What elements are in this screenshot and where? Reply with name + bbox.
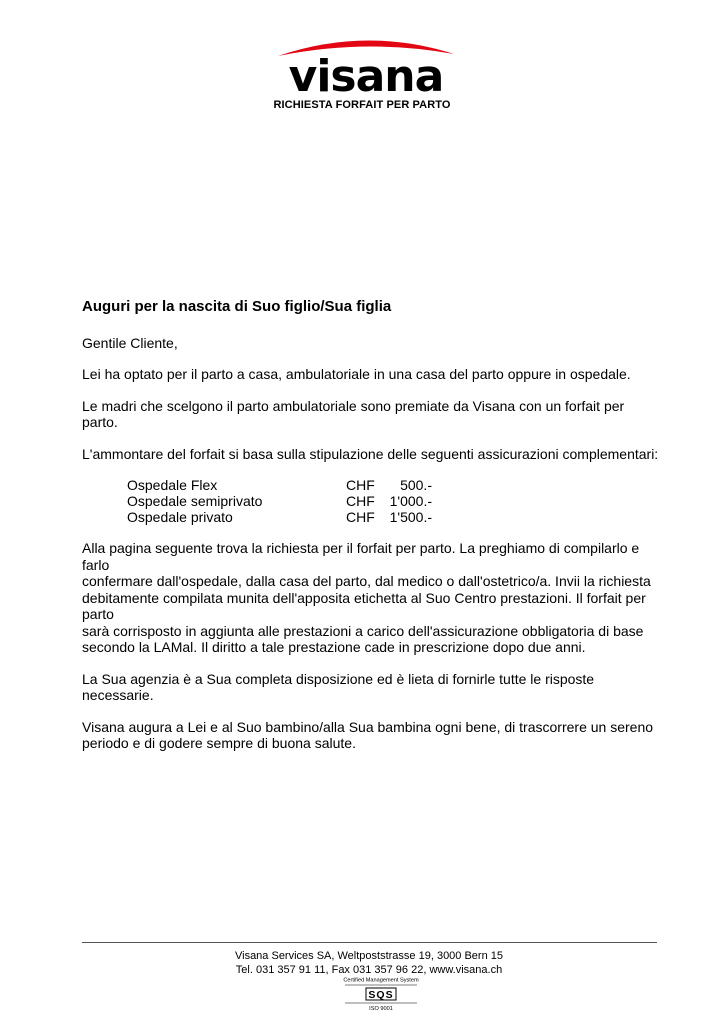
fee-row bbox=[82, 509, 662, 525]
paragraph-1: Lei ha optato per il parto a casa, ambulatoriale in una casa del parto oppure in ospedale. bbox=[82, 366, 631, 382]
paragraph-4-line: sarà corrisposto in aggiunta alle prestazioni a carico dell'assicurazione obbligatoria di base bbox=[82, 622, 644, 639]
footer-address: Visana Services SA, Weltpoststrasse 19, 3000 Bern 15 bbox=[234, 950, 504, 962]
footer-divider bbox=[82, 942, 657, 943]
footer bbox=[0, 950, 724, 977]
paragraph-4 bbox=[82, 540, 662, 656]
fee-currency: CHF bbox=[346, 493, 375, 509]
paragraph-6 bbox=[82, 719, 662, 752]
paragraph-6-line: Visana augura a Lei e al Suo bambino/alla Sua bambina ogni bene, di trascorrere un sereno bbox=[82, 718, 654, 735]
cert-caption: Certified Management System bbox=[343, 977, 419, 984]
paragraph-4-line: Alla pagina seguente trova la richiesta per il forfait per parto. La preghiamo di compilarlo e farlo bbox=[82, 540, 640, 573]
fee-amount: 1'500.- bbox=[389, 509, 432, 525]
paragraph-3: L'ammontare del forfait si basa sulla stipulazione delle seguenti assicurazioni complementari: bbox=[82, 445, 659, 462]
fee-name: Ospedale privato bbox=[127, 509, 233, 525]
fee-amount: 1'000.- bbox=[389, 493, 432, 509]
salutation: Gentile Cliente, bbox=[82, 334, 178, 351]
paragraph-6-line: periodo e di godere sempre di buona salute. bbox=[82, 735, 356, 751]
fee-name: Ospedale semiprivato bbox=[127, 493, 263, 509]
footer-contact: Tel. 031 357 91 11, Fax 031 357 96 22, www.visana.ch bbox=[235, 963, 503, 976]
letter-body bbox=[82, 299, 662, 767]
cert-standard: ISO 9001 bbox=[369, 1006, 393, 1012]
fee-currency: CHF bbox=[346, 477, 375, 493]
fee-amount: 500.- bbox=[400, 477, 432, 493]
sqs-certification-mark bbox=[343, 976, 419, 1012]
visana-logo bbox=[274, 34, 458, 96]
paragraph-4-line: debitamente compilata munita dell'apposita etichetta al Suo Centro prestazioni. Il forfait per parto bbox=[82, 589, 646, 622]
paragraph-4-line: secondo la LAMal. Il diritto a tale prestazione cade in prescrizione dopo due anni. bbox=[82, 639, 586, 655]
document-subtitle: RICHIESTA FORFAIT PER PARTO bbox=[273, 99, 451, 111]
fee-row bbox=[82, 477, 662, 493]
fee-table bbox=[82, 477, 662, 525]
fee-row bbox=[82, 493, 662, 509]
logo-wordmark: visana bbox=[288, 51, 444, 96]
fee-name: Ospedale Flex bbox=[127, 477, 218, 493]
paragraph-4-line: confermare dall'ospedale, dalla casa del parto, dal medico o dall'ostetrico/a. Invii la richiesta bbox=[82, 573, 651, 589]
paragraph-2: Le madri che scelgono il parto ambulatoriale sono premiate da Visana con un forfait per parto. bbox=[82, 397, 625, 430]
paragraph-5: La Sua agenzia è a Sua completa disposizione ed è lieta di fornirle tutte le risposte necessarie. bbox=[82, 670, 595, 703]
letter-title: Auguri per la nascita di Suo figlio/Sua figlia bbox=[82, 298, 392, 315]
fee-currency: CHF bbox=[346, 509, 375, 525]
cert-mark: SQS bbox=[368, 989, 394, 1001]
